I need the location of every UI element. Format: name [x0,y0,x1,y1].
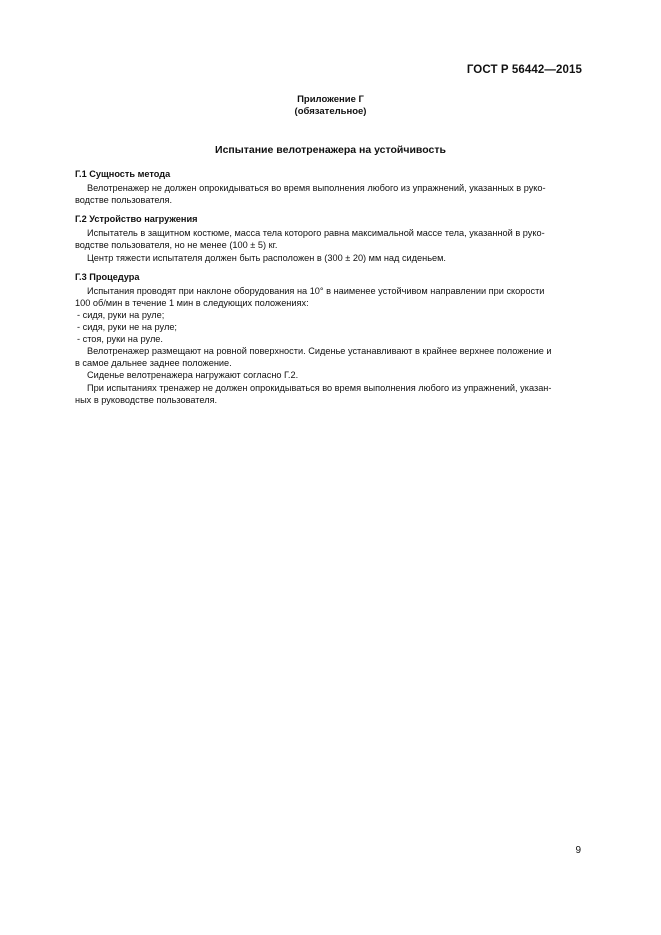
section-heading-g1: Г.1 Сущность метода [75,169,171,179]
paragraph-line: Сиденье велотренажера нагружают согласно Г.2. [87,370,299,381]
section-heading-g3: Г.3 Процедура [75,271,140,282]
paragraph-line: в самое дальнее заднее положение. [75,358,232,369]
appendix-status: (обязательное) [294,106,367,117]
list-item: - сидя, руки не на руле; [77,322,177,333]
paragraph-line: При испытаниях тренажер не должен опрокидываться во время выполнения любого из упражнений, указан- [87,382,552,393]
paragraph-line: Центр тяжести испытателя должен быть расположен в (300 ± 20) мм над сиденьем. [87,252,446,263]
document-code: ГОСТ Р 56442—2015 [466,64,582,76]
document-body [75,166,583,406]
section-heading-g2: Г.2 Устройство нагружения [75,214,198,225]
paragraph-line: Испытания проводят при наклоне оборудования на 10° в наименее устойчивом направлении при скорости [87,285,545,296]
paragraph-line: 100 об/мин в течение 1 мин в следующих положениях: [75,297,309,308]
appendix-title: Приложение Г [297,94,364,105]
paragraph-line: Испытатель в защитном костюме, масса тела которого равна максимальной массе тела, указанной в руко- [87,228,545,239]
paragraph-line: водстве пользователя. [75,195,173,206]
page-number: 9 [575,845,581,856]
paragraph-line: водстве пользователя, но не менее (100 ± 5) кг. [75,240,278,251]
list-item: - стоя, руки на руле. [77,334,163,345]
paragraph-line: Велотренажер размещают на ровной поверхности. Сиденье устанавливают в крайнее верхнее положение и [87,346,552,357]
page-title: Испытание велотренажера на устойчивость [215,144,446,156]
list-item: - сидя, руки на руле; [77,309,165,320]
paragraph-line: Велотренажер не должен опрокидываться во время выполнения любого из упражнений, указанных в руко- [87,183,546,194]
appendix-heading [0,94,661,118]
paragraph-line: ных в руководстве пользователя. [75,394,218,405]
